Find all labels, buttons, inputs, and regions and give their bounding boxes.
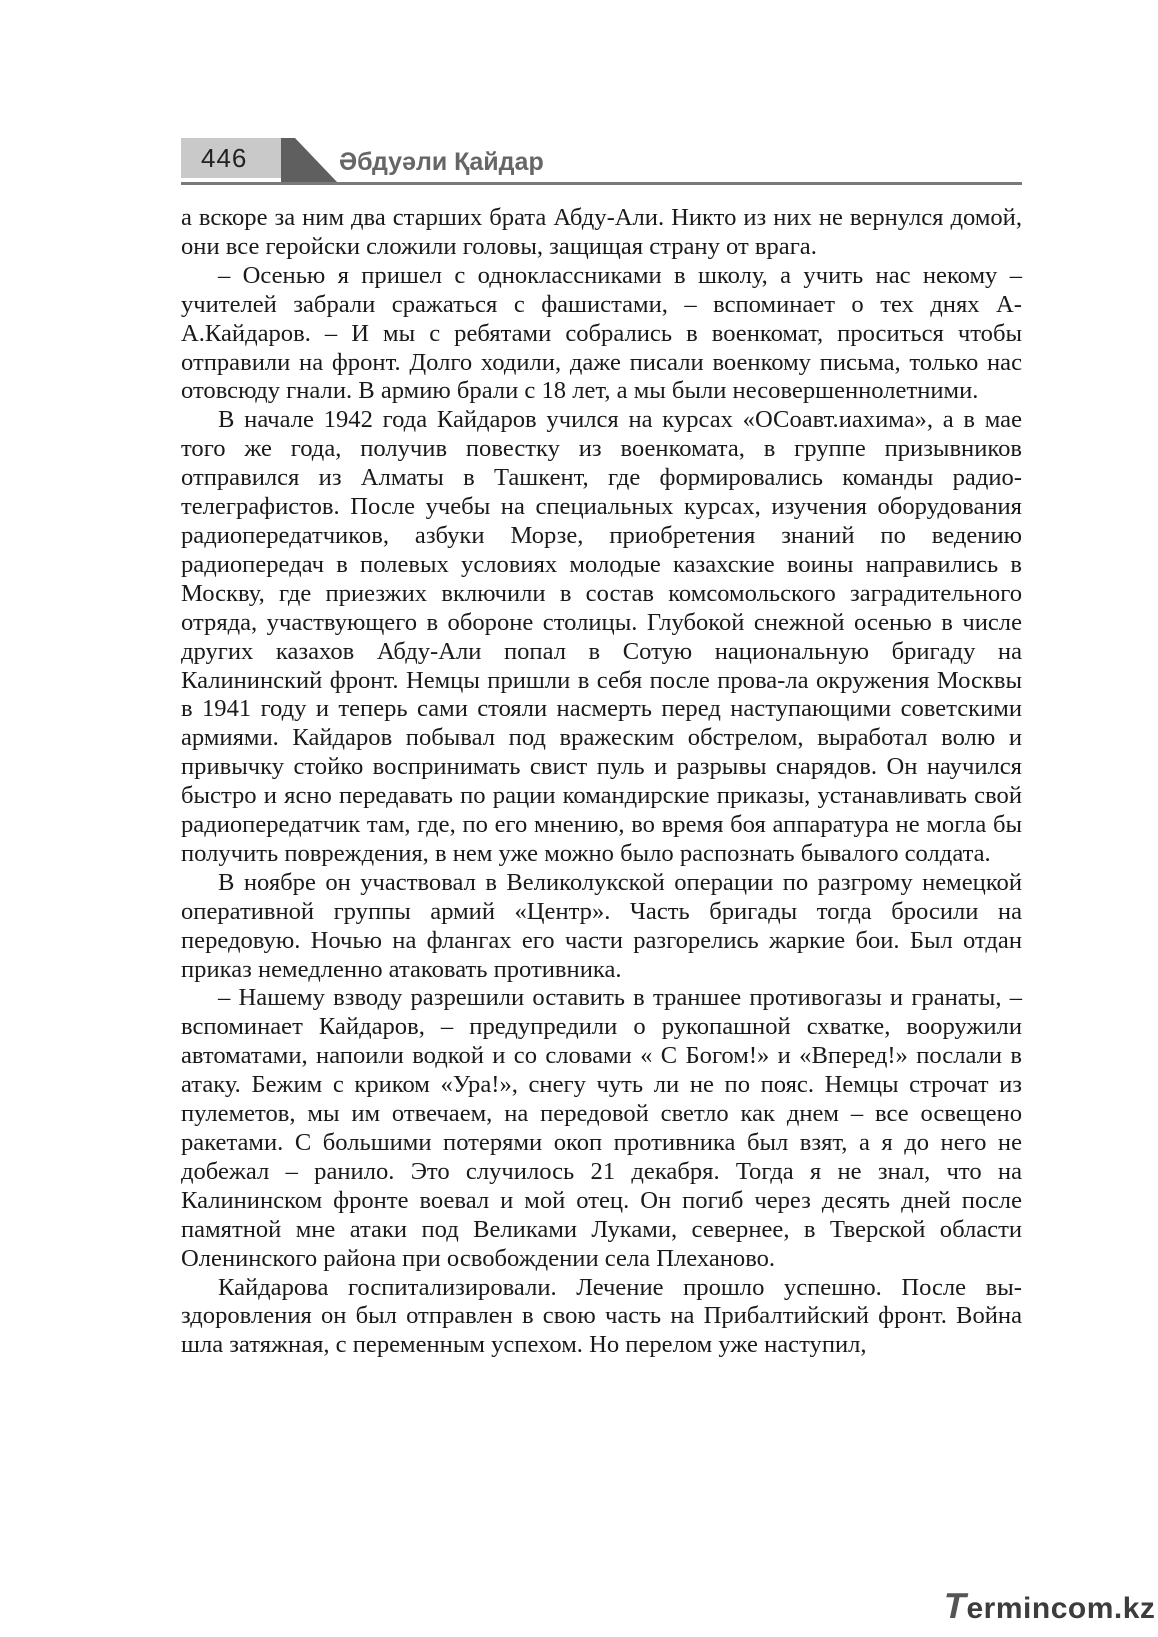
watermark-logo (939, 1585, 1156, 1627)
paragraph: В ноябре он участвовал в Великолукской операции по разгрому немецкой оперативной группы армий «Центр». Часть бригады тогда бросили на передовую. Ночью на флангах его части разгорелись жаркие бои. Был отдан приказ немедленно атаковать противника. (181, 868, 1022, 983)
watermark-t: T (939, 1585, 971, 1626)
paragraph: – Осенью я пришел с одноклассниками в школу, а учить нас некому – учителей забрали сражаться с фашистами, – вспоминает о тех днях А-А.Кайдаров. – И мы с ребятами собрались в военкомат, проситься чтобы отправили на фронт. Долго ходили, даже писали военкому письма, только нас отовсюду гнали. В армию брали с 18 лет, а мы были несовершеннолетними. (181, 261, 1022, 405)
header-wedge-icon (281, 138, 337, 182)
body-text (181, 204, 1022, 1360)
header-rule (181, 182, 1022, 185)
page-number-box (181, 138, 281, 178)
watermark-text: erminc (966, 1592, 1068, 1625)
page-number: 446 (201, 143, 248, 173)
paragraph: В начале 1942 года Кайдаров учился на курсах «ОСоавт.иахима», а в мае того же года, получив повестку из военкомата, в группе призывников отправился из Алматы в Ташкент, где формировались команды радио-телеграфистов. После учебы на специальных курсах, изучения оборудования радиопередатчиков, азбуки Морзе, приобретения знаний по ведению радиопередач в полевых условиях молодые казахские воины направились в Москву, где приезжих включили в состав комсомольского заградительного отряда, участвующего в обороне столицы. Глубокой снежной осенью в числе других казахов Абду-Али попал в Сотую национальную бригаду на Калининский фронт. Немцы пришли в себя после прова-ла окружения Москвы в 1941 году и теперь сами стояли насмерть перед наступающими советскими армиями. Кайдаров побывал под вражеским обстрелом, выработал волю и привычку стойко воспринимать свист пуль и разрывы снарядов. Он научился быстро и ясно передавать по рации командирские приказы, устанавливать свой радиопередатчик там, где, по его мнению, во время боя аппаратура не могла бы получить повреждения, в нем уже можно было распознать бывалого солдата. (181, 406, 1022, 867)
watermark-o: o (1067, 1592, 1087, 1625)
running-header (181, 136, 1022, 188)
watermark-suffix: m.kz (1086, 1592, 1156, 1625)
running-header-author: Әбдуәли Қайдар (339, 148, 544, 176)
paragraph: а вскоре за ним два старших брата Абду-Али. Никто из них не вернулся домой, они все геройски сложили головы, защищая страну от врага. (181, 204, 1022, 260)
paragraph: – Нашему взводу разрешили оставить в траншее противогазы и гранаты, – вспоминает Кайдаров, – предупредили о рукопашной схватке, вооружили автоматами, напоили водкой и со словами « С Богом!» и «Вперед!» послали в атаку. Бежим с криком «Ура!», снегу чуть ли не по пояс. Немцы строчат из пулеметов, мы им отвечаем, на передовой светло как днем – все освещено ракетами. С большими потерями окоп противника был взят, а я до него не добежал – ранило. Это случилось 21 декабря. Тогда я не знал, что на Калининском фронте воевал и мой отец. Он погиб через десять дней после памятной мне атаки под Великами Луками, севернее, в Тверской области Оленинского района при освобождении села Плеханово. (181, 984, 1022, 1272)
paragraph: Кайдарова госпитализировали. Лечение прошло успешно. После выздоровления он был отправлен в свою часть на Прибалтийский фронт. Война шла затяжная, с переменным успехом. Но перелом уже наступил, (181, 1273, 1022, 1359)
